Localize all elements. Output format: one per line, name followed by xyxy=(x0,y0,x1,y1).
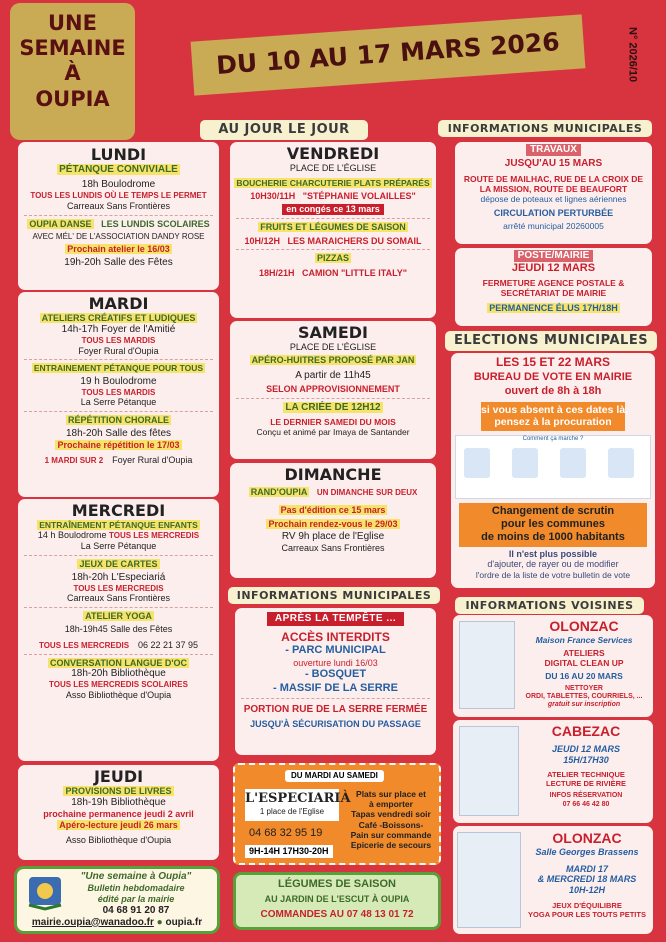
section-infos-voisines xyxy=(455,597,644,614)
section-au-jour-le-jour xyxy=(200,120,368,140)
event-details xyxy=(519,723,653,809)
service-line: Epicerie de secours xyxy=(350,839,432,850)
event-title: LECTURE DE RIVIÈRE xyxy=(545,779,626,789)
activity-row xyxy=(18,530,219,541)
activity-org: Carreaux Sans Frontières xyxy=(281,542,385,553)
service-line: Tapas vendredi soir xyxy=(351,809,431,820)
tag-label xyxy=(455,144,652,156)
activity-time: A partir de 11h45 xyxy=(295,369,371,381)
activity-title xyxy=(18,611,219,622)
activity-label: OUPIA DANSE xyxy=(29,218,92,229)
activity-org: La Serre Pétanque xyxy=(80,541,157,552)
bulletin-line: Il n'est plus possible xyxy=(508,548,598,559)
service-line: à emporter xyxy=(369,799,413,810)
activity-org: Carreaux Sans Frontières xyxy=(66,593,171,604)
activity-time: 14h-17h Foyer de l'Amitié xyxy=(61,323,176,335)
activity-label: APÉRO-HUITRES PROPOSÉ PAR JAN xyxy=(251,354,415,365)
divider xyxy=(24,555,213,556)
day-title: LUNDI xyxy=(90,145,147,164)
activity-time: 19h-20h Salle des Fêtes xyxy=(64,256,173,268)
legumes-title: LÉGUMES DE SAISON xyxy=(278,878,396,890)
election-place: BUREAU DE VOTE EN MAIRIE xyxy=(473,371,633,384)
event-time: 15H/17H30 xyxy=(563,754,609,765)
event-date: JEUDI 12 MARS xyxy=(551,743,621,754)
service-line: Pain sur commande xyxy=(350,829,432,840)
address: 1 place de l'Eglise xyxy=(259,806,325,816)
activity-note: TOUS LES LUNDIS OÙ LE TEMPS LE PERMET xyxy=(30,191,207,201)
activity-time: 18h-20h Bibliothèque xyxy=(71,668,166,680)
title-line: SEMAINE xyxy=(19,36,126,61)
activity-note: TOUS LES MERCREDIS SCOLAIRES xyxy=(49,680,188,690)
activity-label: RÉPÉTITION CHORALE xyxy=(67,414,169,425)
activity-note xyxy=(18,440,219,451)
title-line: UNE xyxy=(48,11,97,35)
infographic-title: Comment ça marche ? xyxy=(522,435,584,442)
notice-title xyxy=(455,303,652,314)
notice-note: dépose de poteaux et lignes aériennes xyxy=(480,194,627,205)
location: PLACE DE L'ÉGLISE xyxy=(289,342,377,353)
activity-title xyxy=(18,363,219,373)
activity-note xyxy=(230,204,436,215)
activity-row xyxy=(18,640,219,651)
activity-title xyxy=(230,178,436,188)
phone-number: 04 68 32 95 19 xyxy=(249,827,323,839)
event-note: gratuit sur inscription xyxy=(547,701,621,709)
activity-title xyxy=(230,222,436,233)
tag-text: APRÈS LA TEMPÊTE ... xyxy=(267,612,404,626)
day-title: MERCREDI xyxy=(71,501,166,520)
travaux-card xyxy=(455,142,652,244)
activity-label: PÉTANQUE CONVIVIALE xyxy=(59,164,178,176)
lundi-card xyxy=(18,142,219,290)
activity-label: ATELIERS CRÉATIFS ET LUDIQUES xyxy=(41,313,196,324)
footer-line: Bulletin hebdomadaire xyxy=(87,883,185,893)
notice-note: ouverture lundi 16/03 xyxy=(293,657,378,668)
notice-date: JUSQU'AU 15 MARS xyxy=(504,158,603,169)
activity-label: LA CRIÉE DE 12H12 xyxy=(285,401,381,413)
activity-time: 18H/21H xyxy=(258,268,295,279)
activity-org: Asso Bibliothèque d'Oupia xyxy=(65,689,172,700)
activity-label: Prochain atelier le 16/03 xyxy=(67,243,170,254)
issue-number: N° 2026/10 xyxy=(626,27,639,83)
activity-time: RV 9h place de l'Eglise xyxy=(281,530,385,542)
tempete-card xyxy=(235,608,436,755)
footer-box xyxy=(14,866,220,934)
step-icon xyxy=(560,448,586,478)
activity-time: 18h-19h45 Salle des Fêtes xyxy=(64,623,173,634)
activity-org: Conçu et animé par Imaya de Santander xyxy=(256,426,410,437)
town-name: OLONZAC xyxy=(549,618,619,634)
service-line: Plats sur place et xyxy=(356,789,426,799)
activity-row xyxy=(230,236,436,247)
activity-title xyxy=(18,520,219,530)
activity-title xyxy=(230,355,436,366)
event-poster-image xyxy=(457,832,521,928)
procuration-line: pensez à la procuration xyxy=(494,416,612,429)
dimanche-card xyxy=(230,463,436,578)
divider xyxy=(236,398,430,399)
activity-vendor: CAMION "LITTLE ITALY" xyxy=(302,268,408,279)
step-icon xyxy=(464,448,490,478)
activity-row xyxy=(230,191,436,202)
divider xyxy=(24,215,213,216)
mercredi-card xyxy=(18,499,219,761)
activity-label: BOUCHERIE CHARCUTERIE PLATS PRÉPARÉS xyxy=(236,177,430,188)
title-box xyxy=(10,3,135,140)
tag-text: POSTE/MAIRIE xyxy=(514,250,594,262)
section-infos-municipales xyxy=(438,120,652,137)
vendredi-card xyxy=(230,142,436,318)
notice-line: ROUTE DE MAILHAC, RUE DE LA CROIX DE xyxy=(463,174,644,184)
notice-title: CIRCULATION PERTURBÉE xyxy=(493,207,614,218)
phone-number: 06 22 21 37 95 xyxy=(137,639,199,650)
activity-note xyxy=(230,519,436,530)
olonzac-card-1 xyxy=(453,615,653,717)
activity-note xyxy=(18,820,219,831)
activity-label: PROVISIONS DE LIVRES xyxy=(65,786,172,797)
notice-title: PORTION RUE DE LA SERRE FERMÉE xyxy=(243,703,428,715)
section-label: INFORMATIONS MUNICIPALES xyxy=(236,589,432,602)
activity-row xyxy=(230,268,436,279)
event-date: DU 16 AU 20 MARS xyxy=(545,671,623,682)
day-title: MARDI xyxy=(88,294,149,313)
activity-note: SELON APPROVISIONNEMENT xyxy=(266,383,400,394)
notice-title: ACCÈS INTERDITS xyxy=(281,630,390,644)
activity-row xyxy=(18,219,219,230)
divider xyxy=(241,698,430,699)
activity-time: 18h-20h Salle des fêtes xyxy=(65,427,172,439)
day-title: JEUDI xyxy=(93,767,144,786)
activity-note xyxy=(18,244,219,255)
election-dates: LES 15 ET 22 MARS xyxy=(495,355,611,369)
oupia-crest-icon xyxy=(25,875,65,911)
tag-label xyxy=(235,612,436,626)
scrutin-box xyxy=(459,503,647,547)
procuration-box xyxy=(481,402,629,431)
footer-title: "Une semaine à Oupia" xyxy=(80,871,192,882)
activity-note: TOUS LES MERCREDIS xyxy=(38,640,130,650)
divider xyxy=(24,654,213,655)
notice-item: - PARC MUNICIPAL xyxy=(285,644,386,657)
activity-org: La Serre Pétanque xyxy=(80,397,157,408)
tag-label xyxy=(455,250,652,262)
footer-line: édité par la mairie xyxy=(97,893,175,904)
cabezac-card xyxy=(453,720,653,823)
notice-line: SECRÉTARIAT DE MAIRIE xyxy=(500,288,607,299)
event-date: MARDI 17 xyxy=(565,863,608,874)
activity-title xyxy=(230,402,436,414)
town-name: OLONZAC xyxy=(552,830,622,846)
activity-label: Prochain rendez-vous le 29/03 xyxy=(268,518,398,529)
activity-time: 14 h Boulodrome xyxy=(37,530,107,541)
town-name: CABEZAC xyxy=(551,723,621,739)
activity-label: PIZZAS xyxy=(316,253,349,264)
activity-org: Foyer Rural d'Oupia xyxy=(78,345,159,356)
activity-label: Pas d'édition ce 15 mars xyxy=(280,504,386,515)
activity-org: Foyer Rural d'Oupia xyxy=(112,454,193,465)
divider xyxy=(236,218,430,219)
email-link[interactable]: mairie.oupia@wanadoo.fr xyxy=(31,916,154,928)
activity-title xyxy=(18,415,219,426)
activity-time: 10H30/11H xyxy=(250,191,296,202)
section-label: ELECTIONS MUNICIPALES xyxy=(453,333,649,348)
activity-time: 18h Boulodrome xyxy=(81,179,156,191)
activity-vendor: "STÉPHANIE VOLAILLES" xyxy=(302,191,416,202)
divider xyxy=(236,249,430,250)
activity-title xyxy=(18,313,219,324)
location: PLACE DE L'ÉGLISE xyxy=(289,163,377,174)
notice-note: arrêté municipal 20260005 xyxy=(503,221,604,232)
footer-phone: 04 68 91 20 87 xyxy=(102,904,170,916)
activity-org: Asso Bibliothèque d'Oupia xyxy=(65,834,172,845)
ad-services xyxy=(343,789,439,850)
day-title: VENDREDI xyxy=(286,144,380,163)
scrutin-line: de moins de 1000 habitants xyxy=(481,531,625,544)
activity-label: en congés ce 13 mars xyxy=(282,204,384,215)
section-elections xyxy=(445,331,657,351)
especiaria-ad xyxy=(233,763,441,865)
activity-time: 18h-19h Bibliothèque xyxy=(71,796,166,808)
section-label: INFORMATIONS MUNICIPALES xyxy=(447,122,643,135)
phone-number: 07 66 46 42 80 xyxy=(562,800,610,808)
notice-item: - BOSQUET xyxy=(304,668,367,681)
activity-note: 1 MARDI SUR 2 xyxy=(44,455,104,465)
scrutin-line: Changement de scrutin xyxy=(491,504,615,517)
samedi-card xyxy=(230,321,436,459)
dates-title: DU 10 AU 17 MARS 2026 xyxy=(215,27,561,80)
activity-note: TOUS LES MARDIS xyxy=(81,335,156,345)
activity-label: Apéro-lecture jeudi 26 mars xyxy=(59,819,178,830)
activity-label: ENTRAÎNEMENT PÉTANQUE ENFANTS xyxy=(39,520,198,531)
notice-item: JUSQU'À SÉCURISATION DU PASSAGE xyxy=(250,718,421,729)
notice-item: - MASSIF DE LA SERRE xyxy=(273,681,398,694)
title-line: OUPIA xyxy=(35,86,110,111)
procuration-line: si vous absent à ces dates là, xyxy=(481,403,629,416)
section-infos-municipales-2 xyxy=(228,587,440,604)
activity-label: ATELIER YOGA xyxy=(85,611,152,622)
step-icon xyxy=(608,448,634,478)
activity-note: UN DIMANCHE SUR DEUX xyxy=(316,488,418,498)
section-label: AU JOUR LE JOUR xyxy=(218,122,350,137)
olonzac-card-2 xyxy=(453,826,653,934)
event-title: JEUX D'ÉQUILIBRE xyxy=(552,900,622,910)
activity-note: TOUS LES MARDIS xyxy=(81,387,156,397)
service-line: Café -Boissons- xyxy=(358,819,424,830)
activity-org: AVEC MÉL' DE L'ASSOCIATION DANDY ROSE xyxy=(32,232,205,242)
activity-label: JEUX DE CARTES xyxy=(79,558,158,569)
activity-note: LES LUNDIS SCOLAIRES xyxy=(101,218,210,229)
activity-note: TOUS LES MERCREDIS xyxy=(108,531,200,541)
event-poster-image xyxy=(459,726,519,816)
logo-text: L'ESPECIARIÀ xyxy=(245,791,351,806)
activity-note xyxy=(230,505,436,516)
divider xyxy=(24,411,213,412)
day-title: DIMANCHE xyxy=(284,465,382,484)
activity-title xyxy=(18,164,219,176)
title-line: À xyxy=(64,61,81,86)
activity-time: 19 h Boulodrome xyxy=(80,375,157,387)
activity-label: RAND'OUPIA xyxy=(250,487,308,498)
activity-vendor: LES MARAICHERS DU SOMAIL xyxy=(287,235,422,246)
dates-banner xyxy=(191,14,586,95)
activity-label: CONVERSATION LANGUE D'OC xyxy=(50,657,187,668)
activity-title xyxy=(230,253,436,264)
election-hours: ouvert de 8h à 18h xyxy=(504,384,602,397)
venue: Salle Georges Brassens xyxy=(535,846,639,857)
activity-note: prochaine permanence jeudi 2 avril xyxy=(43,808,194,819)
day-title: SAMEDI xyxy=(298,323,368,342)
activity-note: TOUS LES MERCREDIS xyxy=(73,583,164,593)
event-line: NETTOYER xyxy=(565,684,603,692)
legumes-phone: COMMANDES AU 07 48 13 01 72 xyxy=(260,908,414,920)
event-title: YOGA POUR LES TOUTS PETITS xyxy=(528,909,646,919)
opening-hours: 9H-14H 17H30-20H xyxy=(245,845,333,858)
activity-label: FRUITS ET LÉGUMES DE SAISON xyxy=(260,221,406,232)
event-details xyxy=(515,618,653,710)
activity-row xyxy=(230,487,436,498)
activity-title xyxy=(18,658,219,669)
activity-row xyxy=(18,455,219,466)
venue: Maison France Services xyxy=(535,634,633,645)
notice-line: LA MISSION, ROUTE DE BEAUFORT xyxy=(479,184,628,195)
bulletin-line: d'ajouter, de rayer ou de modifier xyxy=(487,559,619,570)
event-time: 10H-12H xyxy=(568,885,606,896)
scrutin-line: pour les communes xyxy=(501,518,605,531)
event-line: ATELIERS xyxy=(563,647,605,658)
activity-label: ENTRAINEMENT PÉTANQUE POUR TOUS xyxy=(33,363,204,374)
activity-time: 10H/12H xyxy=(244,235,280,246)
event-title: DIGITAL CLEAN UP xyxy=(544,658,624,669)
event-title: ATELIER TECHNIQUE xyxy=(547,770,625,780)
website-link[interactable]: oupia.fr xyxy=(165,916,203,928)
bulletin-note xyxy=(455,549,651,581)
notice-label: PERMANENCE ÉLUS 17H/18H xyxy=(489,302,618,313)
activity-label: Prochaine répétition le 17/03 xyxy=(57,439,180,450)
ad-header: DU MARDI AU SAMEDI xyxy=(285,770,384,782)
event-details xyxy=(521,830,653,919)
elections-card xyxy=(451,353,655,588)
activity-title xyxy=(18,559,219,570)
event-poster-image xyxy=(459,621,515,709)
event-date: & MERCREDI 18 MARS xyxy=(537,874,637,885)
procuration-infographic xyxy=(455,435,651,499)
tag-text: TRAVAUX xyxy=(526,144,581,156)
legumes-place: AU JARDIN DE L'ESCUT À OUPIA xyxy=(264,894,410,905)
activity-title xyxy=(18,786,219,797)
bulletin-line: l'ordre de la liste de votre bulletin de vote xyxy=(475,570,631,581)
divider xyxy=(24,359,213,360)
legumes-box xyxy=(233,872,441,930)
event-line: ORDI, TABLETTES, COURRIELS, ... xyxy=(525,692,643,700)
step-icon xyxy=(512,448,538,478)
jeudi-card xyxy=(18,765,219,860)
especiaria-logo xyxy=(245,789,351,821)
event-note: INFOS RÉSERVATION xyxy=(549,792,623,800)
activity-time: 18h-20h L'Especiariá xyxy=(71,571,166,583)
activity-org: Carreaux Sans Frontières xyxy=(66,200,171,211)
notice-line: FERMETURE AGENCE POSTALE & xyxy=(482,278,625,289)
divider xyxy=(24,607,213,608)
mardi-card xyxy=(18,292,219,497)
activity-note: LE DERNIER SAMEDI DU MOIS xyxy=(270,416,396,427)
notice-date: JEUDI 12 MARS xyxy=(511,262,596,274)
footer-links xyxy=(17,917,217,929)
globe-icon: ● xyxy=(156,916,163,928)
section-label: INFORMATIONS VOISINES xyxy=(465,599,634,612)
poste-card xyxy=(455,248,652,326)
